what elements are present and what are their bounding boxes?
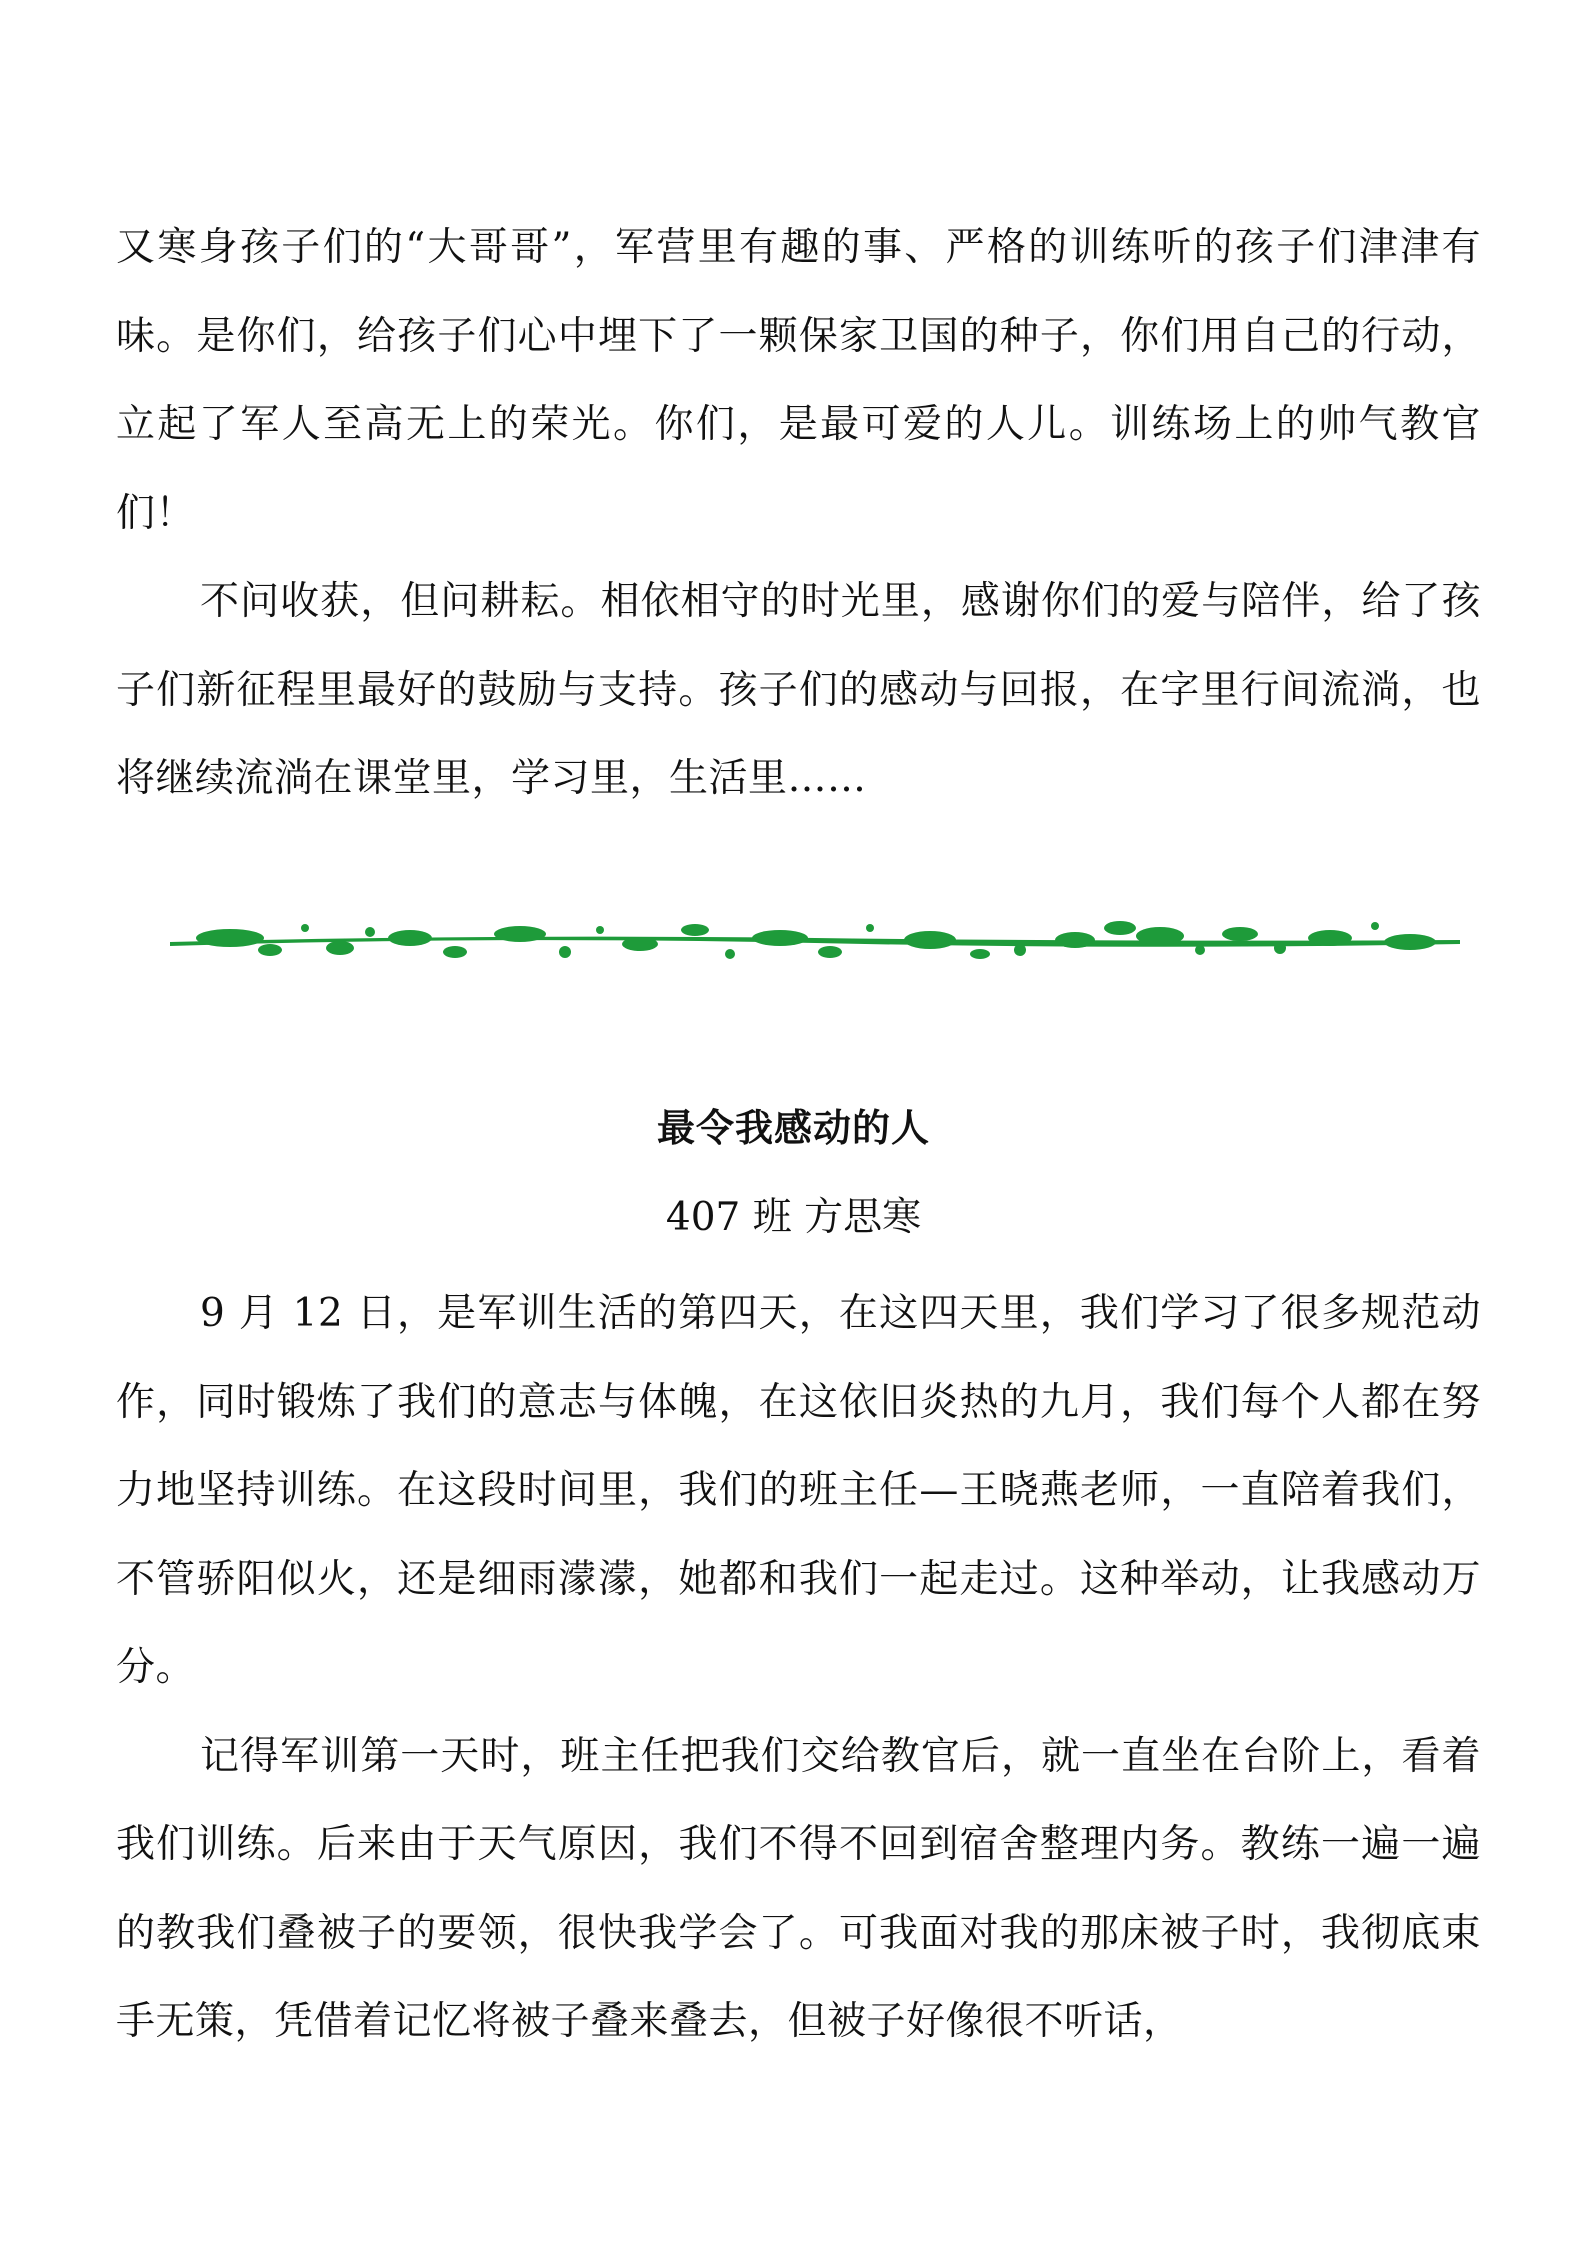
paragraph: 记得军训第一天时，班主任把我们交给教官后，就一直坐在台阶上，看着我们训练。后来由于天气原因，我们不得不回到宿舍整理内务。教练一遍一遍的教我们叠被子的要领，很快我学会了。可我面对我的那床被子时，我彻底束手无策，凭借着记忆将被子叠来叠去，但被子好像很不听话， xyxy=(116,1733,1481,2044)
paragraph: 9 月 12 日，是军训生活的第四天，在这四天里，我们学习了很多规范动作，同时锻炼了我们的意志与体魄，在这依旧炎热的九月，我们每个人都在努力地坚持训练。在这段时间里，我们的班主任—王晓燕老师，一直陪着我们，不管骄阳似火，还是细雨濛濛，她都和我们一起走过。这种举动，让我感动万分。 xyxy=(116,1291,1481,1690)
paragraph: 不问收获，但问耕耘。相依相守的时光里，感谢你们的爱与陪伴，给了孩子们新征程里最好的鼓励与支持。孩子们的感动与回报，在字里行间流淌，也将继续流淌在课堂里，学习里，生活里…… xyxy=(116,579,1481,801)
paragraph: 又寒身孩子们的“大哥哥”，军营里有趣的事、严格的训练听的孩子们津津有味。是你们，给孩子们心中埋下了一颗保家卫国的种子，你们用自己的行动，立起了军人至高无上的荣光。你们，是最可爱的人儿。训练场上的帅气教官们！ xyxy=(116,225,1481,536)
essay-body xyxy=(116,1270,1481,2067)
essay-title: 最令我感动的人 xyxy=(656,1106,930,1150)
green-vine-divider-icon xyxy=(170,910,1460,970)
section-1-text xyxy=(116,204,1481,824)
essay-author: 407 班 方思寒 xyxy=(665,1195,922,1240)
